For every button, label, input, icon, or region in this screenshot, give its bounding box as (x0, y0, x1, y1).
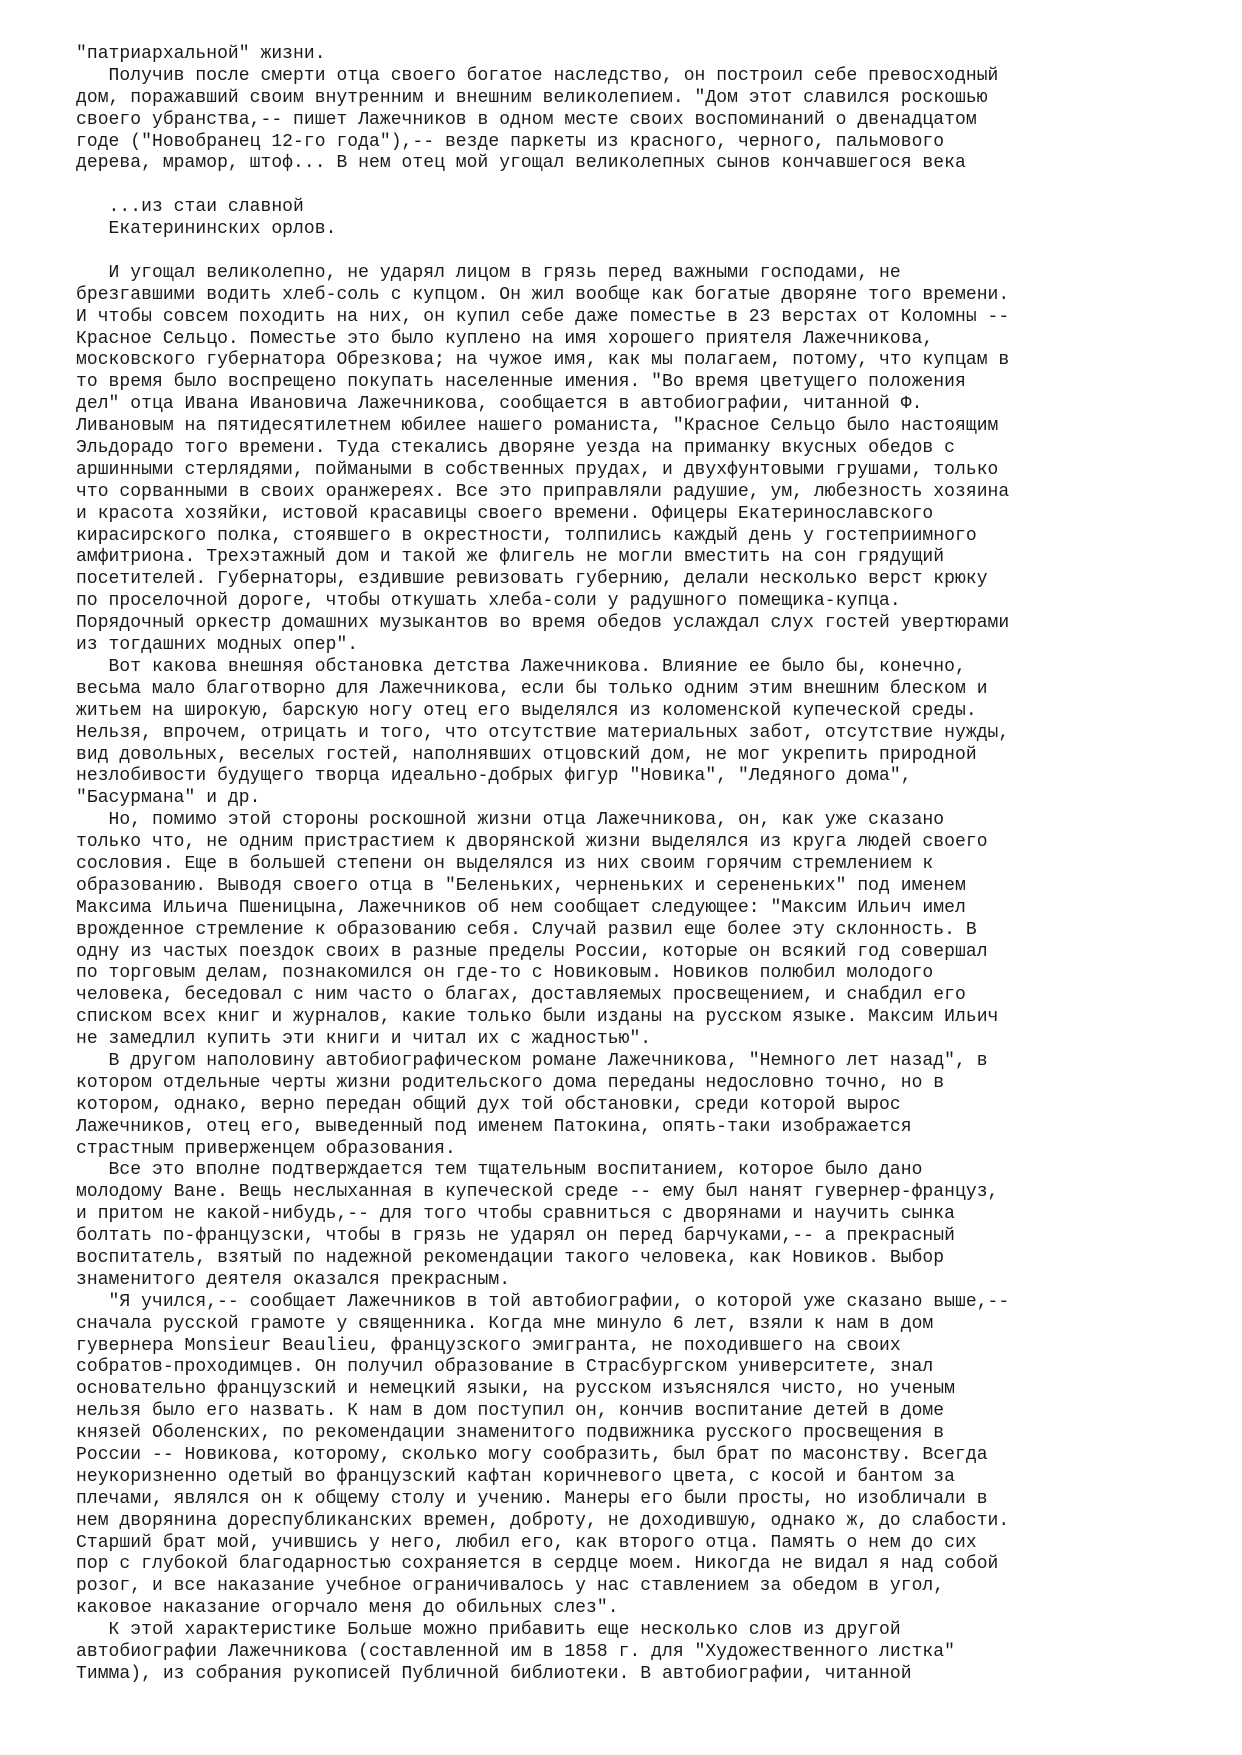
text-line: то время было воспрещено покупать населенные имения. "Во время цветущего положения (76, 372, 966, 393)
text-line: автобиографии Лажечникова (составленной им в 1858 г. для "Художественного листка" (76, 1642, 955, 1663)
text-line: Лажечников, отец его, выведенный под именем Патокина, опять-таки изображается (76, 1116, 912, 1137)
text-line: Порядочный оркестр домашних музыкантов во время обедов услаждал слух гостей увертюрами (76, 613, 1010, 634)
text-line: из тогдашних модных опер". (76, 635, 359, 656)
text-line: что сорванными в своих оранжереях. Все это приправляли радушие, ум, любезность хозяина (76, 481, 1010, 502)
text-line: посетителей. Губернаторы, ездившие ревизовать губернию, делали несколько верст крюку (76, 569, 988, 590)
text-line: Тимма), из собрания рукописей Публичной библиотеки. В автобиографии, читанной (76, 1663, 912, 1684)
text-line: Вот какова внешняя обстановка детства Лажечникова. Влияние ее было бы, конечно, (76, 656, 966, 677)
text-line: по торговым делам, познакомился он где-то с Новиковым. Новиков полюбил молодого (76, 963, 934, 984)
text-line: житьем на широкую, барскую ногу отец его выделялся из коломенской купеческой среды. (76, 700, 977, 721)
text-line: "Басурмана" и др. (76, 788, 261, 809)
text-line: человека, беседовал с ним часто о благах, доставляемых просвещением, и снабдил его (76, 985, 966, 1006)
text-line: Екатерининских орлов. (76, 219, 337, 240)
text-line: В другом наполовину автобиографическом романе Лажечникова, "Немного лет назад", в (76, 1050, 988, 1071)
text-line: молодому Ване. Вещь неслыханная в купеческой среде -- ему был нанят гувернер-француз, (76, 1182, 999, 1203)
text-line: пор с глубокой благодарностью сохраняется в сердце моем. Никогда не видал я над собой (76, 1554, 999, 1575)
text-line: "патриархальной" жизни. (76, 44, 326, 64)
text-line: И чтобы совсем походить на них, он купил себе даже поместье в 23 верстах от Коломны -- (76, 306, 1010, 327)
text-line: каковое наказание огорчало меня до обильных слез". (76, 1598, 619, 1619)
text-line: образованию. Выводя своего отца в "Беленьких, черненьких и серененьких" под именем (76, 875, 966, 896)
text-line: брезгавшими водить хлеб-соль с купцом. Он жил вообще как богатые дворяне того времени. (76, 284, 1010, 305)
text-line: своего убранства,-- пишет Лажечников в одном месте своих воспоминаний о двенадцатом (76, 109, 977, 130)
blank-line (76, 175, 1186, 197)
text-line: дел" отца Ивана Ивановича Лажечникова, сообщается в автобиографии, читанной Ф. (76, 394, 923, 415)
text-line: Все это вполне подтверждается тем тщательным воспитанием, которое было дано (76, 1160, 923, 1181)
text-line: и притом не какой-нибудь,-- для того чтобы сравниться с дворянами и научить сынка (76, 1204, 955, 1225)
text-line: кирасирского полка, стоявшего в окрестности, толпились каждый день у гостеприимного (76, 525, 977, 546)
text-line: списком всех книг и журналов, какие только были изданы на русском языке. Максим Ильич (76, 1007, 999, 1028)
text-line: котором отдельные черты жизни родительского дома переданы недословно точно, но в (76, 1072, 945, 1093)
text-line: Но, помимо этой стороны роскошной жизни отца Лажечникова, он, как уже сказано (76, 810, 945, 831)
text-line: Ливановым на пятидесятилетнем юбилее нашего романиста, "Красное Сельцо было настоящим (76, 416, 999, 437)
text-line: Красное Сельцо. Поместье это было куплено на имя хорошего приятеля Лажечникова, (76, 328, 934, 349)
text-line: розог, и все наказание учебное ограничивалось у нас ставлением за обедом в угол, (76, 1576, 945, 1597)
text-line: дом, поражавший своим внутренним и внешним великолепием. "Дом этот славился роскошью (76, 87, 988, 108)
text-line: одну из частых поездок своих в разные пределы России, которые он всякий год совершал (76, 941, 988, 962)
text-line: князей Оболенских, по рекомендации знаменитого подвижника русского просвещения в (76, 1423, 945, 1444)
text-line: сначала русской грамоте у священника. Когда мне минуло 6 лет, взяли к нам в дом (76, 1313, 934, 1334)
text-line: нем дворянина дореспубликанских времен, доброту, не доходившую, однако ж, до слабости. (76, 1510, 1010, 1531)
text-line: ...из стаи славной (76, 197, 304, 218)
text-line: Нельзя, впрочем, отрицать и того, что отсутствие материальных забот, отсутствие нужды, (76, 722, 1010, 743)
text-line: страстным приверженцем образования. (76, 1138, 456, 1159)
text-line: гувернера Monsieur Beaulieu, французского эмигранта, не походившего на своих (76, 1335, 901, 1356)
text-line: "Я учился,-- сообщает Лажечников в той автобиографии, о которой уже сказано выше,-- (76, 1291, 1010, 1312)
text-line: нельзя было его назвать. К нам в дом поступил он, кончив воспитание детей в доме (76, 1401, 945, 1422)
text-line: аршинными стерлядями, поймаными в собственных прудах, и двухфунтовыми грушами, только (76, 459, 999, 480)
text-line: дерева, мрамор, штоф... В нем отец мой угощал великолепных сынов кончавшегося века (76, 153, 966, 174)
document-page (76, 44, 1186, 1686)
text-line: России -- Новикова, которому, сколько могу сообразить, был брат по масонству. Всегда (76, 1445, 988, 1465)
text-line: амфитриона. Трехэтажный дом и такой же флигель не могли вместить на сон грядущий (76, 547, 945, 568)
text-line: К этой характеристике Больше можно прибавить еще несколько слов из другой (76, 1620, 901, 1641)
text-line: не замедлил купить эти книги и читал их с жадностью". (76, 1029, 652, 1050)
text-line: Старший брат мой, учившись у него, любил его, как второго отца. Память о нем до сих (76, 1532, 977, 1553)
text-line: Эльдорадо того времени. Туда стекались дворяне уезда на приманку вкусных обедов с (76, 438, 955, 459)
text-line: незлобивости будущего творца идеально-добрых фигур "Новика", "Ледяного дома", (76, 766, 912, 787)
text-line: собратов-проходимцев. Он получил образование в Страсбургском университете, знал (76, 1357, 934, 1378)
text-line: вид довольных, веселых гостей, наполнявших отцовский дом, не мог укрепить природной (76, 744, 977, 765)
blank-line (76, 241, 1186, 263)
text-line: сословия. Еще в большей степени он выделялся из них своим горячим стремлением к (76, 853, 934, 874)
text-line: врожденное стремление к образованию себя. Случай развил еще более эту склонность. В (76, 919, 977, 940)
text-line: основательно французский и немецкий языки, на русском изъяснялся чисто, но ученым (76, 1379, 955, 1400)
text-line: весьма мало благотворно для Лажечникова, если бы только одним этим внешним блеском и (76, 678, 988, 699)
text-line: И угощал великолепно, не ударял лицом в грязь перед важными господами, не (76, 262, 901, 283)
text-line: плечами, являлся он к общему столу и учению. Манеры его были просты, но изобличали в (76, 1488, 988, 1509)
text-line: знаменитого деятеля оказался прекрасным. (76, 1269, 511, 1290)
text-line: Получив после смерти отца своего богатое наследство, он построил себе превосходный (76, 65, 999, 86)
text-line: и красота хозяйки, истовой красавицы своего времени. Офицеры Екатеринославского (76, 503, 934, 524)
text-line: только что, не одним пристрастием к дворянской жизни выделялся из круга людей своего (76, 832, 988, 853)
text-line: Максима Ильича Пшеницына, Лажечников об нем сообщает следующее: "Максим Ильич имел (76, 897, 966, 918)
text-line: московского губернатора Обрезкова; на чужое имя, как мы полагаем, потому, что купцам в (76, 350, 1010, 371)
text-line: неукоризненно одетый во французский кафтан коричневого цвета, с косой и бантом за (76, 1466, 955, 1487)
text-line: по проселочной дороге, чтобы откушать хлеба-соли у радушного помещика-купца. (76, 591, 901, 612)
text-line: болтать по-французски, чтобы в грязь не ударял он перед барчуками,-- а прекрасный (76, 1226, 955, 1247)
text-line: годе ("Новобранец 12-го года"),-- везде паркеты из красного, черного, пальмового (76, 131, 945, 152)
text-line: воспитатель, взятый по надежной рекомендации такого человека, как Новиков. Выбор (76, 1247, 945, 1268)
text-line: котором, однако, верно передан общий дух той обстановки, среди которой вырос (76, 1094, 901, 1115)
